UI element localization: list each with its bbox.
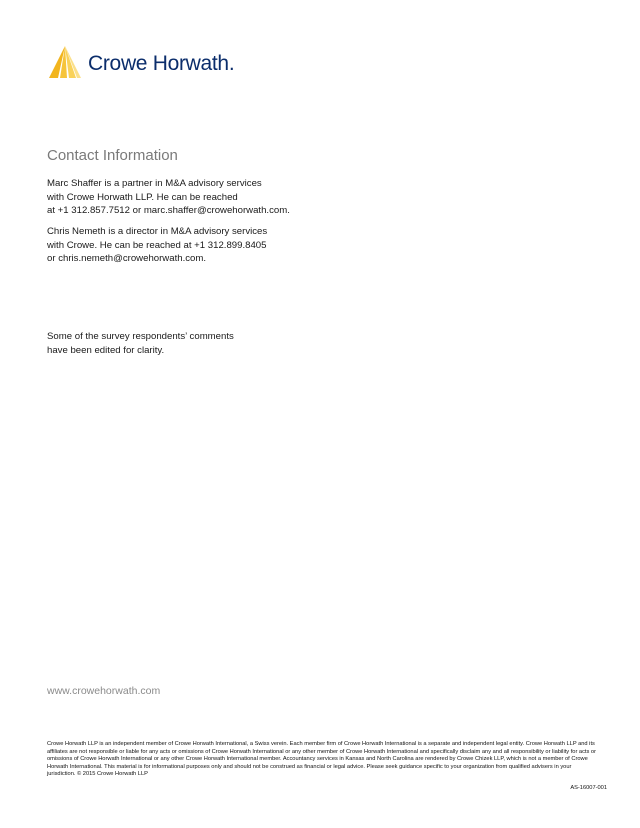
legal-disclaimer: Crowe Horwath LLP is an independent member of Crowe Horwath International, a Swiss verein. Each member firm of Crowe Horwath International is a separate and independent legal entity. Crowe Horwath LLP and its affiliates are not responsible or liable for any acts or omissions of Crowe Horwath International or any other member of Crowe Horwath International and specifically disclaim any and all responsibility or liability for acts or omissions of Crowe Horwath International or any other Crowe Horwath International member. Accountancy services in Kansas and North Carolina are rendered by Crowe Chizek LLP, which is not a member of Crowe Horwath International. This material is for informational purposes only and should not be construed as financial or legal advice. Please seek guidance specific to your organization from qualified advisers in your jurisdiction. © 2015 Crowe Horwath LLP (47, 741, 596, 778)
contact-line: with Crowe. He can be reached at +1 312.899.8405 (47, 239, 267, 251)
contact-line: or chris.nemeth@crowehorwath.com. (47, 253, 207, 264)
note-line: Some of the survey respondents’ comments (47, 331, 234, 342)
company-name: Crowe Horwath. (88, 52, 235, 75)
contact-paragraph-chris (47, 225, 267, 266)
contact-line: with Crowe Horwath LLP. He can be reached (47, 191, 238, 203)
website-link[interactable]: www.crowehorwath.com (47, 685, 161, 697)
contact-line: Marc Shaffer is a partner in M&A advisory services (47, 178, 262, 189)
editing-note (47, 330, 234, 357)
company-logo[interactable] (46, 44, 234, 80)
sail-logo-icon (46, 45, 82, 79)
contact-heading: Contact Information (47, 147, 178, 164)
note-line: have been edited for clarity. (47, 344, 165, 356)
contact-paragraph-marc (47, 177, 290, 218)
contact-line: Chris Nemeth is a director in M&A advisory services (47, 226, 268, 237)
contact-line: at +1 312.857.7512 or marc.shaffer@crowehorwath.com. (47, 205, 290, 216)
document-code: AS-16007-001 (570, 785, 607, 791)
